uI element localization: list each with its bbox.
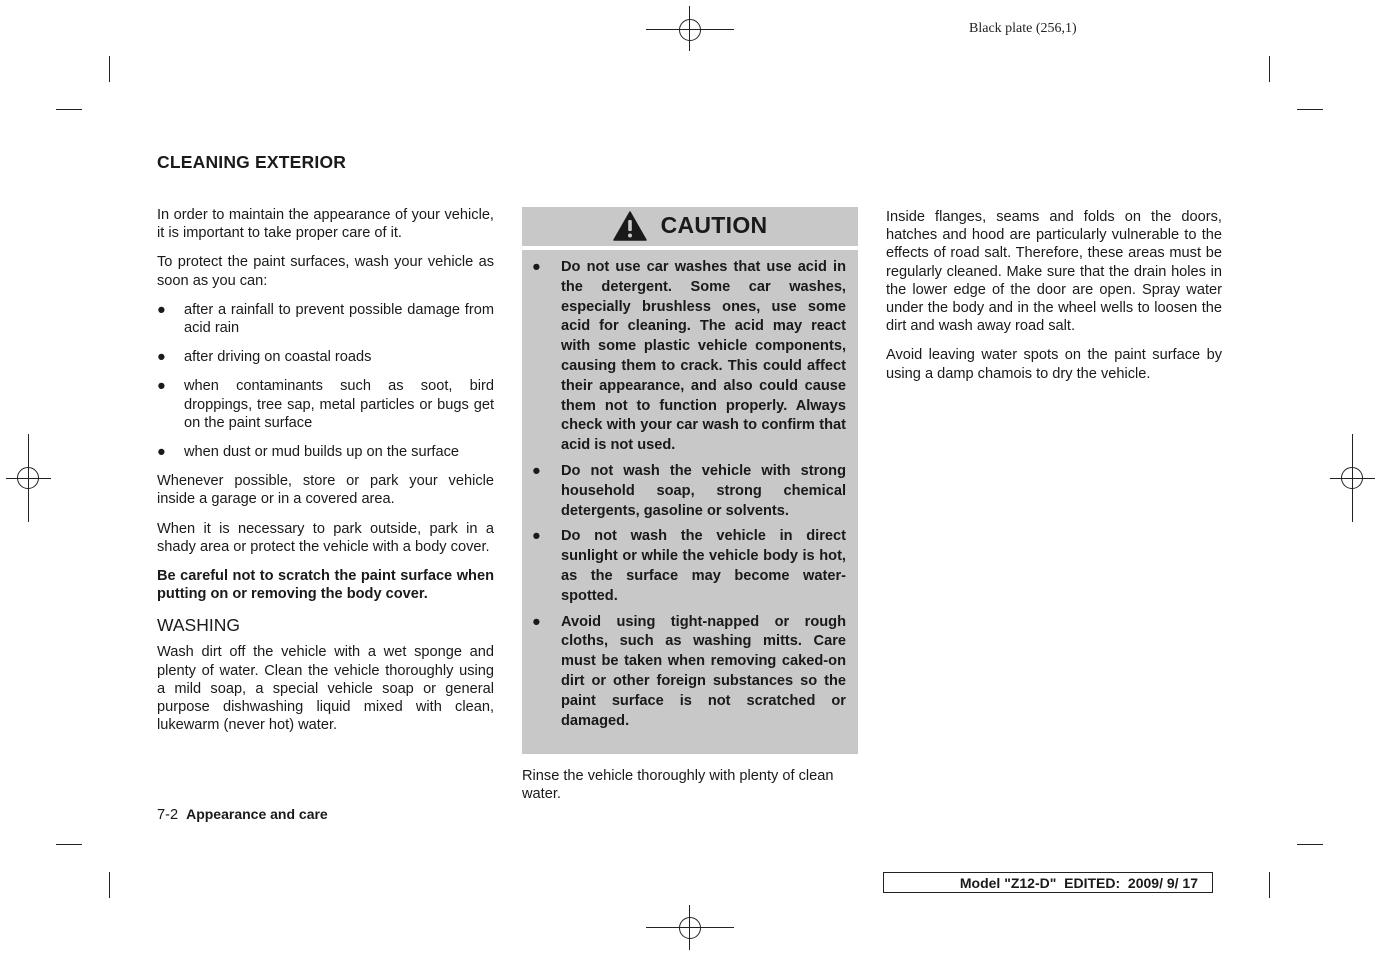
footer-section-label: Appearance and care — [186, 806, 328, 822]
bullet-icon: ● — [157, 378, 166, 395]
registration-mark-top — [679, 19, 701, 41]
caution-item: ● Do not wash the vehicle with strong household soap, strong chemical detergents, gasoline or solvents. — [532, 462, 846, 519]
caution-divider — [522, 246, 858, 250]
paragraph: Avoid leaving water spots on the paint surface by using a damp chamois to dry the vehicle. — [886, 347, 1222, 382]
page-number: 7-2 — [157, 807, 179, 823]
caution-item: ● Avoid using tight-napped or rough cloths, such as washing mitts. Care must be taken when removing caked-on dirt or other foreign substances so the paint surface is not scratched or damaged. — [532, 613, 846, 729]
bullet-icon: ● — [157, 301, 166, 318]
model-edited-box — [883, 872, 1213, 893]
list-item: ● after a rainfall to prevent possible damage from acid rain — [157, 301, 494, 337]
bullet-icon: ● — [532, 613, 541, 630]
warning-paragraph: Be careful not to scratch the paint surface when putting on or removing the body cover. — [157, 568, 494, 603]
model-line: Model "Z12-D" EDITED: 2009/ 9/ 17 — [959, 874, 1198, 891]
bullet-list — [157, 301, 494, 461]
list-item: ● when dust or mud builds up on the surface — [157, 444, 460, 461]
column-right — [886, 208, 1222, 394]
bullet-icon: ● — [532, 259, 541, 275]
paragraph-rinse: Rinse the vehicle thoroughly with plenty of clean water. — [522, 768, 834, 803]
bullet-icon: ● — [157, 349, 166, 366]
warning-triangle-icon — [613, 211, 647, 241]
bullet-icon: ● — [532, 462, 541, 479]
paragraph: In order to maintain the appearance of your vehicle, it is important to take proper care of it. — [157, 207, 494, 242]
caution-title: CAUTION — [660, 212, 768, 238]
bullet-icon: ● — [532, 528, 541, 545]
section-title: CLEANING EXTERIOR — [157, 152, 347, 172]
paragraph: To protect the paint surfaces, wash your vehicle as soon as you can: — [157, 254, 494, 289]
subheading-washing: WASHING — [157, 615, 240, 636]
registration-mark-bottom — [679, 917, 701, 939]
caution-list — [532, 258, 846, 737]
caution-item: ● Do not wash the vehicle in direct sunlight or while the vehicle body is hot, as the surface may become water-spotted. — [532, 528, 846, 604]
column-left — [157, 206, 494, 745]
plate-label: Black plate (256,1) — [969, 21, 1077, 36]
caution-box — [522, 207, 858, 754]
bullet-icon: ● — [157, 444, 166, 461]
paragraph: When it is necessary to park outside, park in a shady area or protect the vehicle with a body cover. — [157, 520, 494, 555]
list-item: ● when contaminants such as soot, bird droppings, tree sap, metal particles or bugs get on the paint surface — [157, 378, 494, 431]
page-footer — [157, 806, 328, 823]
paragraph: Wash dirt off the vehicle with a wet sponge and plenty of water. Clean the vehicle thoroughly using a mild soap, a special vehicle soap or general purpose dishwashing liquid mixed with clean, lukewarm (never hot) water. — [157, 644, 494, 734]
paragraph: Inside flanges, seams and folds on the doors, hatches and hood are particularly vulnerable to the effects of road salt. Therefore, these areas must be regularly cleaned. Make sure that the drain holes in the lower edge of the door are open. Spray water under the body and in the wheel wells to loosen the dirt and wash away road salt. — [886, 209, 1222, 335]
caution-header — [522, 207, 858, 244]
registration-mark-right — [1341, 467, 1363, 489]
registration-mark-left — [17, 467, 39, 489]
paragraph: Whenever possible, store or park your vehicle inside a garage or in a covered area. — [157, 473, 494, 508]
caution-item: ● Do not use car washes that use acid in the detergent. Some car washes, especially brushless ones, use some acid for cleaning. The acid may react with some plastic vehicle components, causing them to crack. This could affect their appearance, and also could cause them not to function properly. Always check with your car wash to confirm that acid is not used. — [532, 259, 846, 454]
list-item: ● after driving on coastal roads — [157, 349, 372, 366]
